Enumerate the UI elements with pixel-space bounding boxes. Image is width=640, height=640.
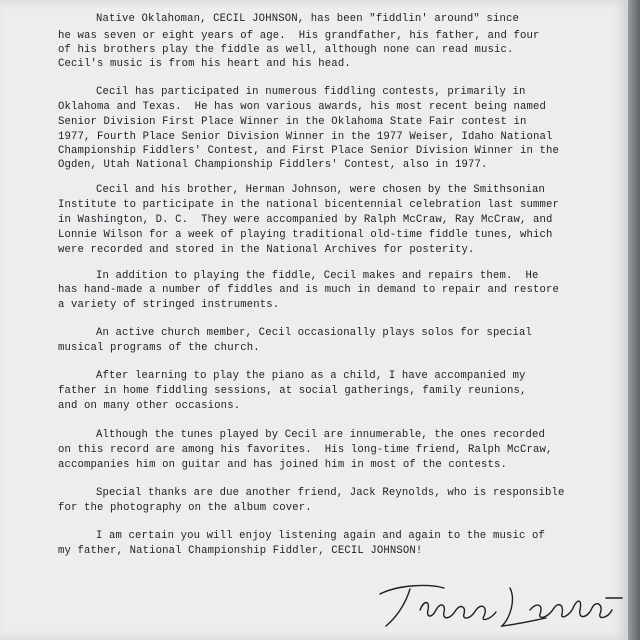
text-line: Native Oklahoman, CECIL JOHNSON, has been "fiddlin' around" since [96,13,519,25]
text-line: Championship Fiddlers' Contest, and First Place Senior Division Winner in the [58,145,560,157]
text-line: I am certain you will enjoy listening again and again to the music of [96,530,546,542]
text-line: Cecil has participated in numerous fiddling contests, primarily in [96,86,526,98]
text-line: Institute to participate in the national bicentennial celebration last summer [58,199,560,211]
text-line: An active church member, Cecil occasionally plays solos for special [96,327,532,339]
text-line: Cecil and his brother, Herman Johnson, were chosen by the Smithsonian [96,184,546,196]
text-line: for the photography on the album cover. [58,502,312,514]
text-line: were recorded and stored in the National Archives for posterity. [58,244,475,256]
text-line: In addition to playing the fiddle, Cecil makes and repairs them. He [96,270,539,282]
text-line: Lonnie Wilson for a week of playing traditional old-time fiddle tunes, which [58,229,553,241]
text-line: he was seven or eight years of age. His grandfather, his father, and four [58,30,540,42]
text-line: Cecil's music is from his heart and his head. [58,58,351,70]
page-edge [628,0,640,640]
text-line: Senior Division First Place Winner in the Oklahoma State Fair contest in [58,116,527,128]
text-line: of his brothers play the fiddle as well, although none can read music. [58,44,514,56]
text-line: a variety of stringed instruments. [58,299,280,311]
text-line: After learning to play the piano as a child, I have accompanied my [96,370,526,382]
text-line: 1977, Fourth Place Senior Division Winner in the 1977 Weiser, Idaho National [58,131,553,143]
text-line: musical programs of the church. [58,342,260,354]
text-line: Oklahoma and Texas. He has won various awards, his most recent being named [58,101,547,113]
text-line: in Washington, D. C. They were accompanied by Ralph McCraw, Ray McCraw, and [58,214,553,226]
text-line: Although the tunes played by Cecil are innumerable, the ones recorded [96,429,546,441]
text-line: on this record are among his favorites. His long-time friend, Ralph McCraw, [58,444,553,456]
text-line: has hand-made a number of fiddles and is much in demand to repair and restore [58,284,560,296]
text-line: Ogden, Utah National Championship Fiddlers' Contest, also in 1977. [58,159,488,171]
text-line: my father, National Championship Fiddler, CECIL JOHNSON! [58,545,423,557]
text-line: Special thanks are due another friend, Jack Reynolds, who is responsible [96,487,565,499]
text-line: father in home fiddling sessions, at social gatherings, family reunions, [58,385,527,397]
handwritten-signature [360,580,630,632]
text-line: accompanies him on guitar and has joined him in most of the contests. [58,459,508,471]
text-line: and on many other occasions. [58,400,241,412]
